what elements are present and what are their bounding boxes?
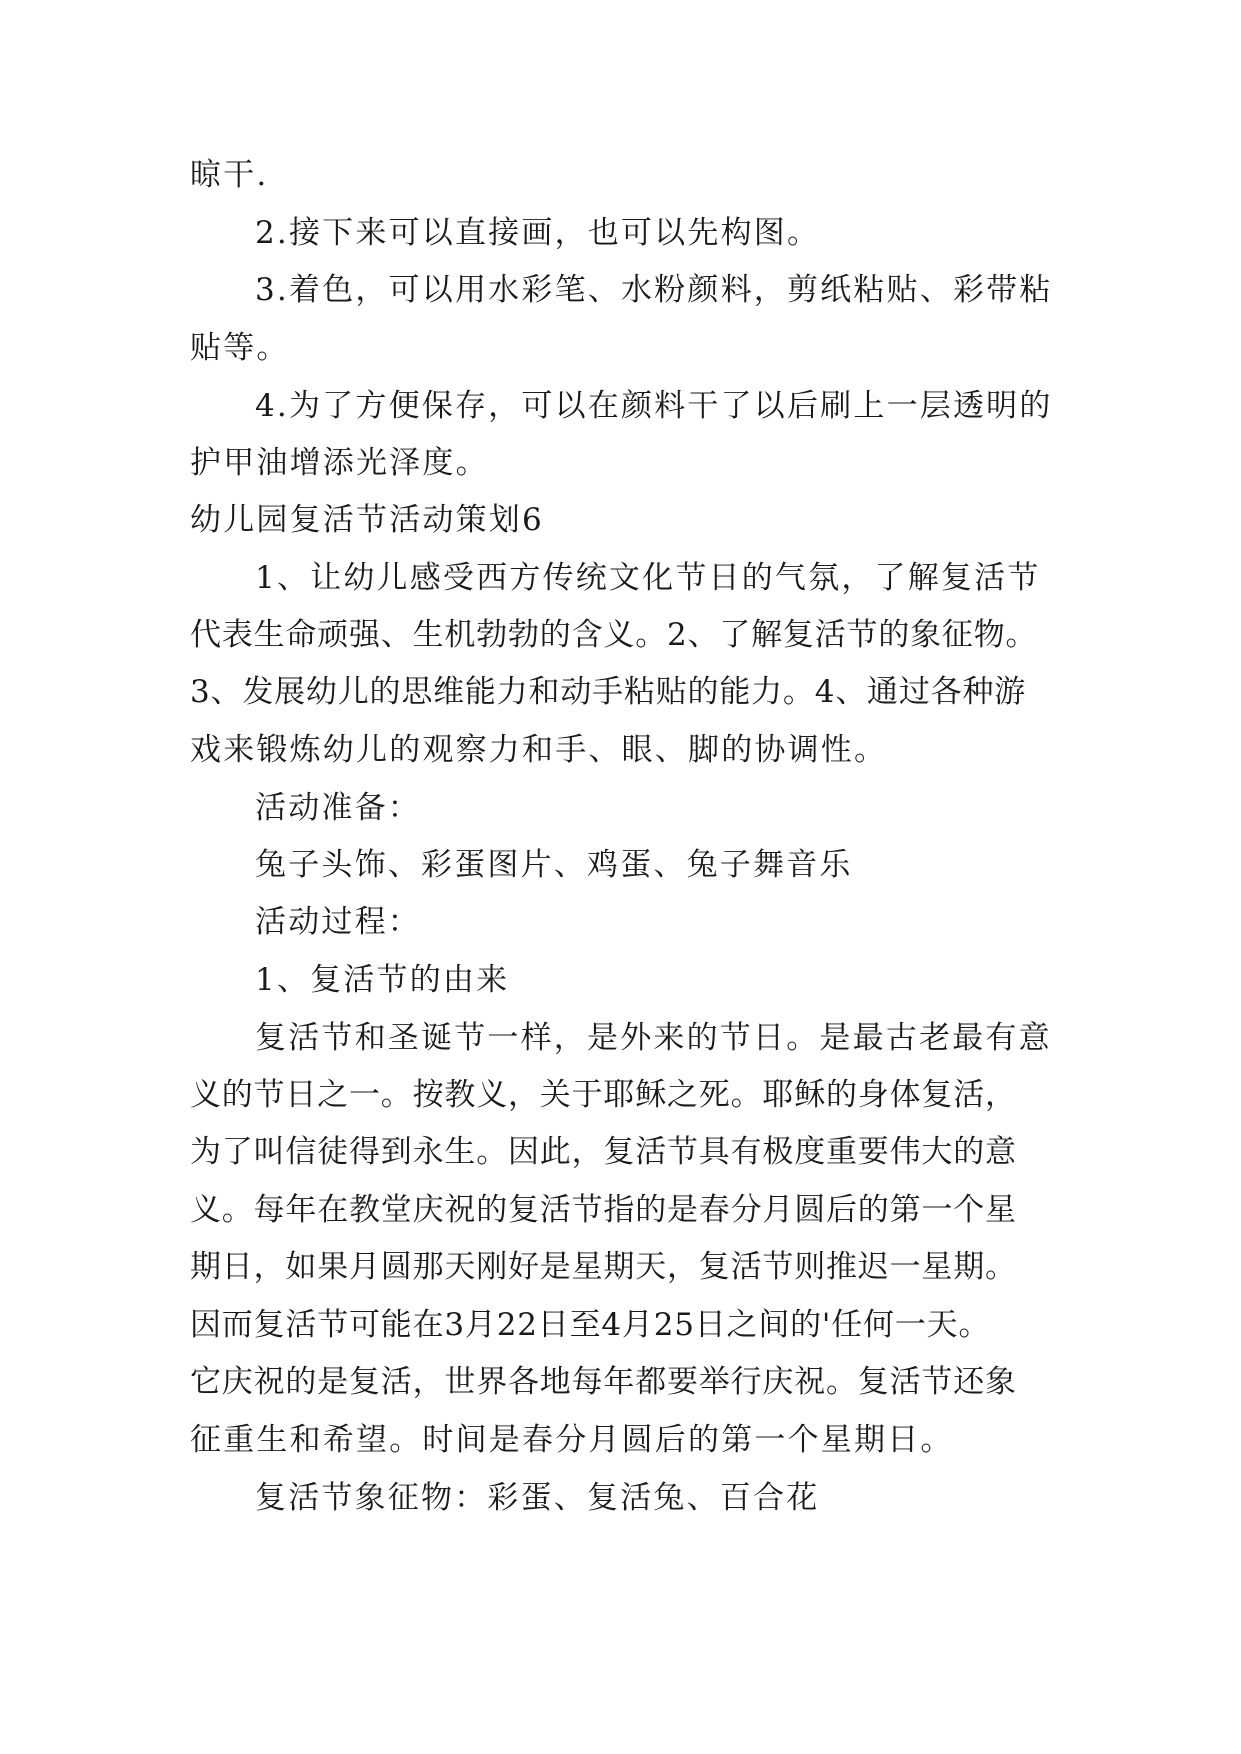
paragraph-line: 晾干.	[190, 157, 269, 193]
list-item-step-3: 3.着色，可以用水彩笔、水粉颜料，剪纸粘贴、彩带粘	[255, 272, 1053, 308]
paragraph-line: 义。每年在教堂庆祝的复活节指的是春分月圆后的第一个星	[190, 1192, 1017, 1228]
paragraph-line: 代表生命顽强、生机勃勃的含义。2、了解复活节的象征物。	[190, 617, 1038, 653]
paragraph-line: 3、发展幼儿的思维能力和动手粘贴的能力。4、通过各种游	[190, 674, 1027, 710]
paragraph-line: 复活节和圣诞节一样，是外来的节日。是最古老最有意	[255, 1020, 1052, 1056]
subheading-process: 活动过程：	[255, 904, 421, 940]
paragraph-line: 兔子头饰、彩蛋图片、鸡蛋、兔子舞音乐	[255, 847, 853, 883]
list-item-step-2: 2.接下来可以直接画，也可以先构图。	[255, 215, 821, 251]
subheading-preparation: 活动准备：	[255, 790, 421, 826]
list-item-step-4: 4.为了方便保存，可以在颜料干了以后刷上一层透明的	[255, 388, 1053, 424]
subheading-origin: 1、复活节的由来	[255, 962, 510, 998]
paragraph-line: 复活节象征物：彩蛋、复活兔、百合花	[255, 1480, 820, 1516]
paragraph-line: 为了叫信徒得到永生。因此，复活节具有极度重要伟大的意	[190, 1134, 1017, 1170]
paragraph-line: 贴等。	[190, 330, 290, 366]
paragraph-line: 征重生和希望。时间是春分月圆后的第一个星期日。	[190, 1422, 954, 1458]
paragraph-line: 义的节日之一。按教义，关于耶稣之死。耶稣的身体复活，	[190, 1077, 1017, 1113]
paragraph-line: 期日，如果月圆那天刚好是星期天，复活节则推迟一星期。	[190, 1249, 1017, 1285]
paragraph-line: 因而复活节可能在3月22日至4月25日之间的'任何一天。	[190, 1307, 991, 1343]
section-heading: 幼儿园复活节活动策划6	[190, 502, 544, 538]
paragraph-line: 护甲油增添光泽度。	[190, 445, 489, 481]
paragraph-line: 1、让幼儿感受西方传统文化节日的气氛，了解复活节	[255, 560, 1041, 596]
paragraph-line: 它庆祝的是复活，世界各地每年都要举行庆祝。复活节还象	[190, 1364, 1017, 1400]
paragraph-line: 戏来锻炼幼儿的观察力和手、眼、脚的协调性。	[190, 732, 888, 768]
